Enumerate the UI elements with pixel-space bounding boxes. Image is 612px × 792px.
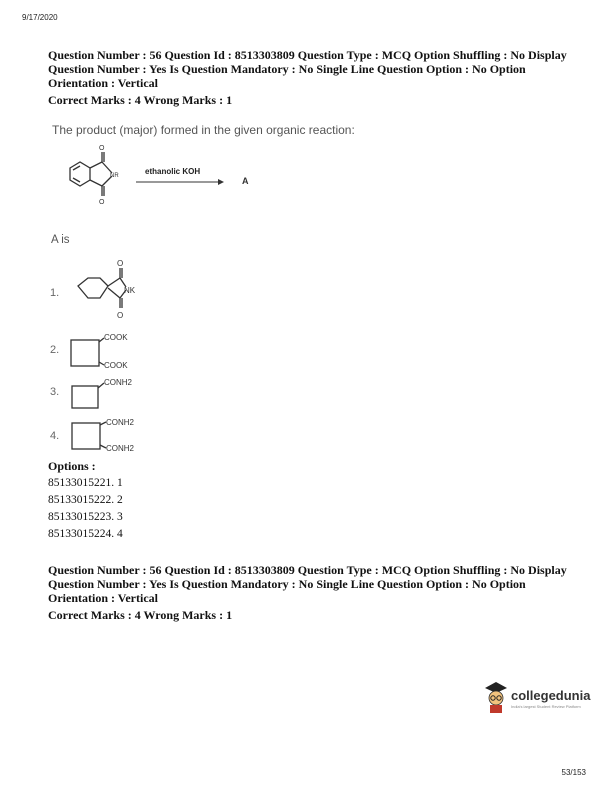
arrow-head — [218, 179, 224, 185]
a-is-label: A is — [51, 234, 70, 246]
choice-4-number: 4. — [50, 430, 60, 442]
choice-2-cook-top: COOK — [104, 333, 128, 342]
reactant-nr-label: NR — [110, 173, 119, 179]
header-marks: Correct Marks : 4 Wrong Marks : 1 — [48, 93, 233, 107]
reactant-o-bottom: O — [99, 199, 105, 206]
header-line-1: Question Number : 56 Question Id : 8513303809 Question Type : MCQ Option Shuffling : No Display — [48, 48, 567, 62]
next-header-line-1: Question Number : 56 Question Id : 8513303809 Question Type : MCQ Option Shuffling : No Display — [48, 563, 567, 577]
phthalimide-structure — [70, 152, 112, 196]
choice-1-nk: NK — [124, 286, 136, 295]
choice-2-number: 2. — [50, 344, 60, 356]
choice-2-structure — [66, 332, 156, 372]
choice-1-o-bottom: O — [117, 311, 124, 320]
choice-3-structure — [66, 374, 156, 412]
choice-4-structure — [66, 415, 156, 455]
choice-3-conh2: CONH2 — [104, 378, 133, 387]
choice-1-structure — [68, 256, 158, 328]
print-date: 9/17/2020 — [22, 13, 58, 22]
next-header-line-3: Orientation : Vertical — [48, 591, 158, 605]
logo-mascot-icon — [482, 680, 510, 714]
next-header-line-2: Question Number : Yes Is Question Mandatory : No Single Line Question Option : No Option — [48, 577, 526, 591]
option-3: 85133015223. 3 — [48, 511, 123, 523]
choice-1-number: 1. — [50, 287, 60, 299]
reactant-o-top: O — [99, 145, 105, 152]
choice-4-conh2-bottom: CONH2 — [106, 444, 135, 453]
header-line-2: Question Number : Yes Is Question Mandatory : No Single Line Question Option : No Option — [48, 62, 526, 76]
options-title: Options : — [48, 459, 96, 473]
choice-2-cook-bottom: COOK — [104, 361, 128, 370]
header-line-3: Orientation : Vertical — [48, 76, 158, 90]
choice-3-number: 3. — [50, 386, 60, 398]
question-stem: The product (major) formed in the given organic reaction: — [52, 123, 355, 137]
reaction-scheme — [48, 140, 268, 220]
question-header — [48, 48, 588, 107]
logo-name: collegedunia — [511, 688, 591, 703]
page-number: 53/153 — [561, 768, 586, 777]
next-header-marks: Correct Marks : 4 Wrong Marks : 1 — [48, 608, 233, 622]
option-1: 85133015221. 1 — [48, 477, 123, 489]
option-2: 85133015222. 2 — [48, 494, 123, 506]
choice-1-o-top: O — [117, 259, 124, 268]
choice-4-conh2-top: CONH2 — [106, 418, 135, 427]
next-question-header — [48, 563, 588, 622]
logo-tagline: India's largest Student Review Platform — [511, 704, 581, 709]
reagent-label: ethanolic KOH — [145, 167, 201, 176]
product-label: A — [242, 176, 249, 186]
option-4: 85133015224. 4 — [48, 528, 123, 540]
